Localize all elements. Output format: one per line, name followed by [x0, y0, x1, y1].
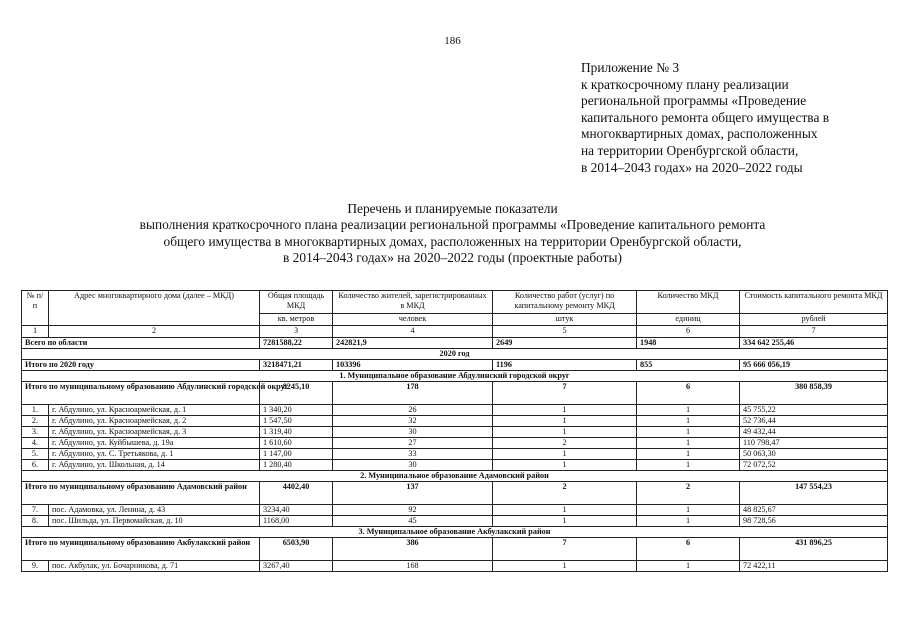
section-title-row — [22, 527, 888, 538]
subtotal-label: Итого по муниципальному образованию Адамовский район — [22, 482, 260, 505]
table-row — [22, 449, 888, 460]
row-cost: 52 736,44 — [740, 416, 888, 427]
total-area: 3218471,21 — [260, 360, 333, 371]
total-residents: 242821,9 — [333, 338, 493, 349]
title-line: общего имущества в многоквартирных домах, расположенных на территории Оренбургской области, — [163, 233, 742, 249]
appendix-note — [581, 60, 829, 176]
row-cost: 50 063,30 — [740, 449, 888, 460]
column-number: 7 — [740, 326, 888, 338]
row-residents: 92 — [333, 505, 493, 516]
title-line: выполнения краткосрочного плана реализации региональной программы «Проведение капитального ремонта — [139, 217, 766, 233]
row-address: г. Абдулино, ул. Красноармейская, д. 2 — [49, 416, 260, 427]
header-mkd-count: Количество МКД — [637, 291, 740, 314]
table-row — [22, 505, 888, 516]
row-residents: 27 — [333, 438, 493, 449]
row-cost: 98 728,56 — [740, 516, 888, 527]
row-mkd-count: 1 — [637, 427, 740, 438]
column-number: 1 — [22, 326, 49, 338]
row-cost: 48 825,67 — [740, 505, 888, 516]
row-works: 1 — [493, 505, 637, 516]
subtotal-works: 2 — [493, 482, 637, 505]
row-residents: 26 — [333, 405, 493, 416]
unit-residents: человек — [333, 314, 493, 326]
row-residents: 33 — [333, 449, 493, 460]
appendix-line: Приложение № 3 — [581, 60, 680, 75]
row-area: 1168,00 — [260, 516, 333, 527]
row-address: г. Абдулино, ул. Школьная, д. 14 — [49, 460, 260, 471]
subtotal-area: 6503,90 — [260, 538, 333, 561]
appendix-line: многоквартирных домах, расположенных — [581, 126, 818, 142]
subtotal-mkd-count: 2 — [637, 482, 740, 505]
row-area: 1 280,40 — [260, 460, 333, 471]
row-num: 3. — [22, 427, 49, 438]
row-mkd-count: 1 — [637, 405, 740, 416]
row-residents: 168 — [333, 561, 493, 572]
row-num: 5. — [22, 449, 49, 460]
total-mkd-count: 855 — [637, 360, 740, 371]
row-works: 1 — [493, 516, 637, 527]
total-label: Итого по 2020 году — [22, 360, 260, 371]
row-num: 7. — [22, 505, 49, 516]
row-address: г. Абдулино, ул. Красноармейская, д. 1 — [49, 405, 260, 416]
row-mkd-count: 1 — [637, 449, 740, 460]
row-num: 9. — [22, 561, 49, 572]
header-num: № п/п — [22, 291, 49, 326]
total-cost: 95 666 056,19 — [740, 360, 888, 371]
row-cost: 110 798,47 — [740, 438, 888, 449]
total-works: 1196 — [493, 360, 637, 371]
title-line: Перечень и планируемые показатели — [347, 201, 558, 216]
row-residents: 30 — [333, 427, 493, 438]
row-cost: 72 072,52 — [740, 460, 888, 471]
unit-mkd-count: единиц — [637, 314, 740, 326]
appendix-line: в 2014–2043 годах» на 2020–2022 годы — [581, 159, 803, 175]
row-cost: 72 422,11 — [740, 561, 888, 572]
column-number: 6 — [637, 326, 740, 338]
table-row — [22, 516, 888, 527]
subtotal-area: 4402,40 — [260, 482, 333, 505]
title-line: в 2014–2043 годах» на 2020–2022 годы (проектные работы) — [283, 250, 622, 266]
table-row — [22, 416, 888, 427]
row-num: 2. — [22, 416, 49, 427]
year-row — [22, 349, 888, 360]
row-address: г. Абдулино, ул. Красноармейская, д. 3 — [49, 427, 260, 438]
total-works: 2649 — [493, 338, 637, 349]
row-num: 4. — [22, 438, 49, 449]
header-area: Общая площадь МКД — [260, 291, 333, 314]
subtotal-area: 8245,10 — [260, 382, 333, 405]
total-year-row — [22, 360, 888, 371]
row-mkd-count: 1 — [637, 438, 740, 449]
row-residents: 30 — [333, 460, 493, 471]
column-number: 4 — [333, 326, 493, 338]
total-cost: 334 642 255,46 — [740, 338, 888, 349]
header-residents: Количество жителей, зарегистрированных в МКД — [333, 291, 493, 314]
row-mkd-count: 1 — [637, 516, 740, 527]
subtotal-residents: 137 — [333, 482, 493, 505]
row-address: г. Абдулино, ул. Куйбышева, д. 19а — [49, 438, 260, 449]
appendix-line: региональной программы «Проведение — [581, 93, 807, 109]
table-row — [22, 460, 888, 471]
document-title — [0, 201, 905, 267]
row-area: 1 319,40 — [260, 427, 333, 438]
row-area: 1 547,50 — [260, 416, 333, 427]
appendix-line: на территории Оренбургской области, — [581, 142, 799, 158]
row-works: 2 — [493, 438, 637, 449]
subtotal-residents: 178 — [333, 382, 493, 405]
header-row — [22, 291, 888, 314]
column-number: 2 — [49, 326, 260, 338]
subtotal-label: Итого по муниципальному образованию Абдулинский городской округ — [22, 382, 260, 405]
subtotal-cost: 147 554,23 — [740, 482, 888, 505]
section-subtotal-row — [22, 382, 888, 405]
section-subtotal-row — [22, 482, 888, 505]
header-works: Количество работ (услуг) по капитальному ремонту МКД — [493, 291, 637, 314]
row-cost: 49 432,44 — [740, 427, 888, 438]
appendix-line: капитального ремонта общего имущества в — [581, 109, 830, 125]
section-title: 2. Муниципальное образование Адамовский район — [22, 471, 888, 482]
row-area: 3234,40 — [260, 505, 333, 516]
row-works: 1 — [493, 449, 637, 460]
row-address: пос. Акбулак, ул. Бочарникова, д. 71 — [49, 561, 260, 572]
row-num: 8. — [22, 516, 49, 527]
subtotal-works: 7 — [493, 382, 637, 405]
row-works: 1 — [493, 460, 637, 471]
row-works: 1 — [493, 416, 637, 427]
row-works: 1 — [493, 405, 637, 416]
row-works: 1 — [493, 427, 637, 438]
subtotal-works: 7 — [493, 538, 637, 561]
section-title: 1. Муниципальное образование Абдулинский городской округ — [22, 371, 888, 382]
row-area: 3267,40 — [260, 561, 333, 572]
unit-area: кв. метров — [260, 314, 333, 326]
column-number: 3 — [260, 326, 333, 338]
row-address: пос. Шильда, ул. Первомайская, д. 10 — [49, 516, 260, 527]
row-residents: 45 — [333, 516, 493, 527]
table-row — [22, 405, 888, 416]
row-num: 1. — [22, 405, 49, 416]
column-numbers-row — [22, 326, 888, 338]
total-region-row — [22, 338, 888, 349]
total-label: Всего по области — [22, 338, 260, 349]
total-residents: 103396 — [333, 360, 493, 371]
row-mkd-count: 1 — [637, 416, 740, 427]
unit-works: штук — [493, 314, 637, 326]
section-title-row — [22, 471, 888, 482]
data-table — [21, 290, 888, 572]
row-area: 1 340,20 — [260, 405, 333, 416]
row-area: 1 147,00 — [260, 449, 333, 460]
section-title-row — [22, 371, 888, 382]
row-works: 1 — [493, 561, 637, 572]
row-address: пос. Адамовка, ул. Ленина, д. 43 — [49, 505, 260, 516]
row-residents: 32 — [333, 416, 493, 427]
subtotal-label: Итого по муниципальному образованию Акбулакский район — [22, 538, 260, 561]
subtotal-residents: 386 — [333, 538, 493, 561]
appendix-line: к краткосрочному плану реализации — [581, 76, 789, 92]
row-mkd-count: 1 — [637, 460, 740, 471]
row-cost: 45 755,22 — [740, 405, 888, 416]
total-area: 7281588,22 — [260, 338, 333, 349]
table-row — [22, 561, 888, 572]
unit-cost: рублей — [740, 314, 888, 326]
row-mkd-count: 1 — [637, 561, 740, 572]
header-cost: Стоимость капитального ремонта МКД — [740, 291, 888, 314]
subtotal-cost: 431 896,25 — [740, 538, 888, 561]
column-number: 5 — [493, 326, 637, 338]
subtotal-mkd-count: 6 — [637, 382, 740, 405]
section-subtotal-row — [22, 538, 888, 561]
page-number: 186 — [444, 35, 461, 47]
row-address: г. Абдулино, ул. С. Третьякова, д. 1 — [49, 449, 260, 460]
subtotal-mkd-count: 6 — [637, 538, 740, 561]
row-num: 6. — [22, 460, 49, 471]
table-row — [22, 438, 888, 449]
section-title: 3. Муниципальное образование Акбулакский район — [22, 527, 888, 538]
row-area: 1 610,60 — [260, 438, 333, 449]
header-address: Адрес многоквартирного дома (далее – МКД) — [49, 291, 260, 326]
year-label: 2020 год — [22, 349, 888, 360]
table-row — [22, 427, 888, 438]
total-mkd-count: 1948 — [637, 338, 740, 349]
subtotal-cost: 380 858,39 — [740, 382, 888, 405]
row-mkd-count: 1 — [637, 505, 740, 516]
